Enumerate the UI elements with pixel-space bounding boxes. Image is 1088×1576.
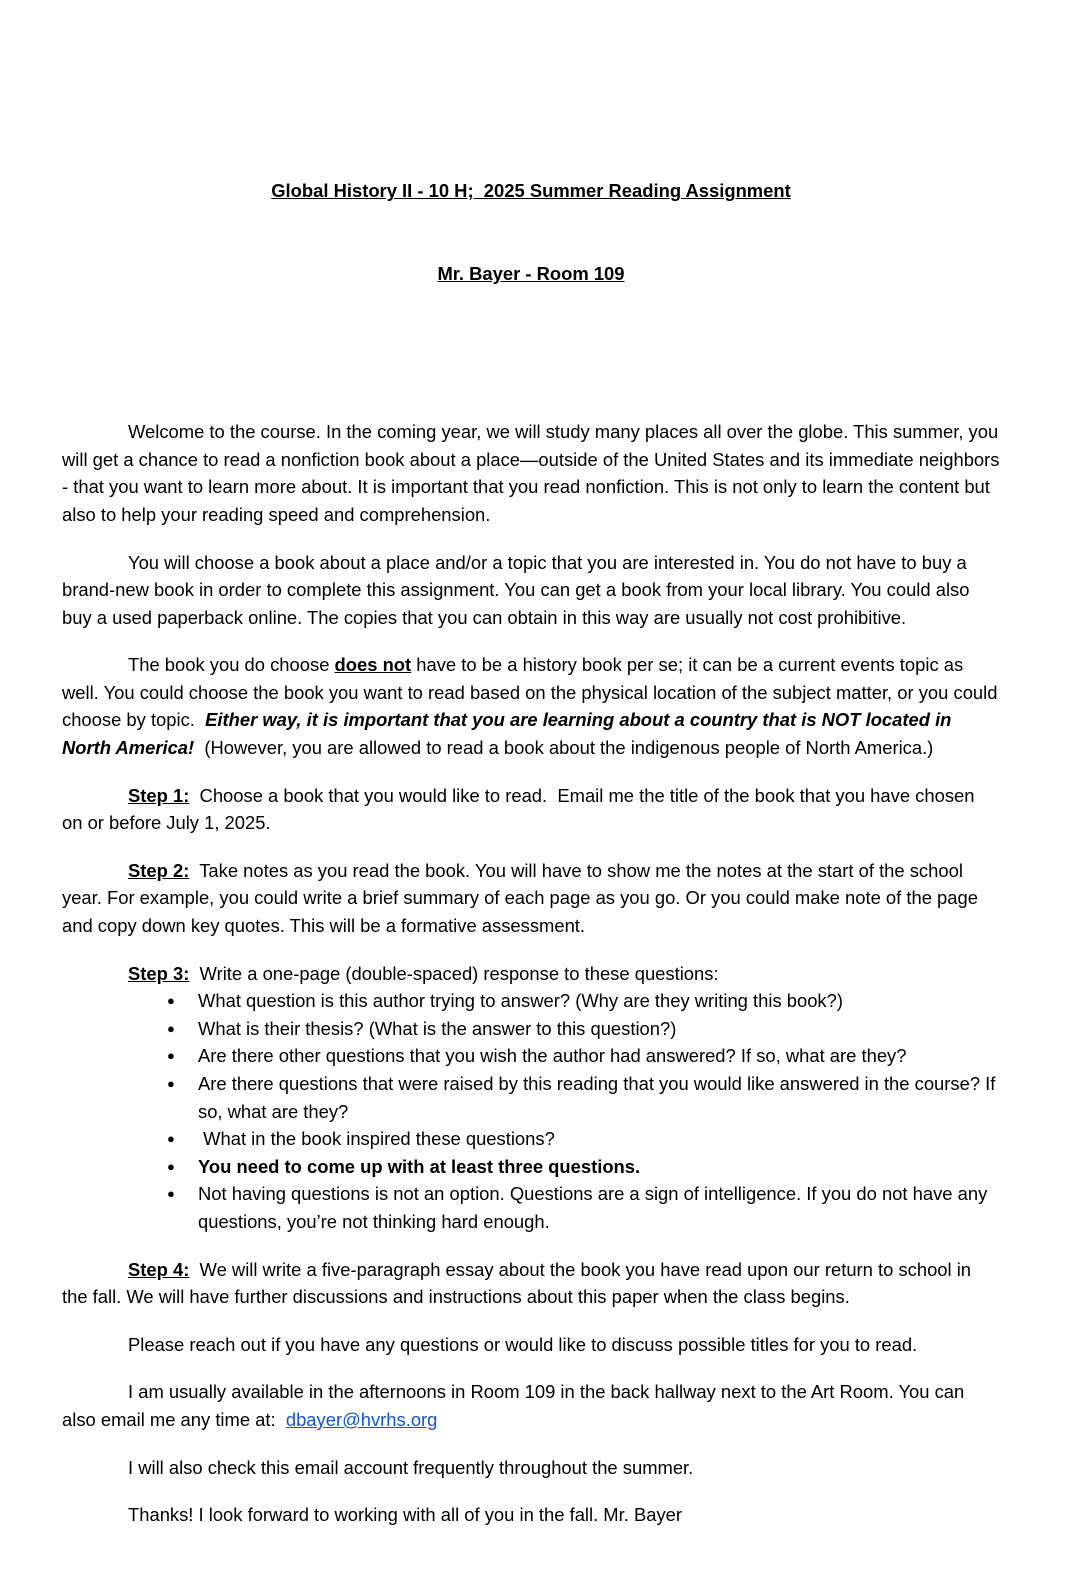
book-type-paragraph [62,651,1003,761]
availability-paragraph [62,1378,1000,1433]
bullet-item [198,1070,1000,1125]
text-run: What in the book inspired these questions? [198,1128,555,1150]
text-run: Take notes as you read the book. You will have to show me the notes at the start of the school year. For example, you could write a brief summary of each page as you go. Or you could make note of the page and copy down key quotes. This will be a formative assessment. [62,859,984,937]
reach-out-paragraph [62,1331,1000,1359]
text-run: You will choose a book about a place and/or a topic that you are interested in. You do not have to buy a brand-new book in order to complete this assignment. You can get a book from your local library. You could also buy a used paperback online. The copies that you can obtain in this way are usually not cost prohibitive. [62,551,975,628]
step-2-label: Step 2: [128,859,190,881]
step-3-questions [62,987,1000,1235]
text-run: The book you do choose [128,654,335,676]
step-1 [62,782,1000,837]
text-run: Choose a book that you would like to read. Email me the title of the book that you have chosen on or before July 1, 2025. [62,784,980,834]
text-run: Welcome to the course. In the coming year, we will study many places all over the globe. This summer, you will get a chance to read a nonfiction book about a place—outside of the United States and its immediate neighbors - that you want to learn more about. It is important that you read nonfiction. This is not only to learn the content but also to help your reading speed and comprehension. [62,421,1005,525]
three-questions-emphasis: You need to come up with at least three questions. [198,1155,641,1177]
text-run: Not having questions is not an option. Questions are a sign of intelligence. If you do not have any questions, you’re not thinking hard enough. [198,1183,993,1232]
email-link[interactable]: dbayer@hvrhs.org [285,1408,438,1430]
step-4-label: Step 4: [128,1258,190,1280]
bullet-item [198,1153,1000,1181]
step-1-label: Step 1: [128,784,190,806]
step-2 [62,857,1000,940]
does-not-emphasis: does not [334,654,412,676]
text-run: Write a one-page (double-spaced) response to these questions: [189,962,719,984]
text-run: I will also check this email account frequently throughout the summer. [128,1456,694,1478]
bullet-item [198,1042,1000,1070]
text-run: Please reach out if you have any questions or would like to discuss possible titles for you to read. [128,1333,918,1355]
bullet-item [198,1125,1000,1153]
email-check-paragraph [62,1454,1000,1482]
text-run: Are there questions that were raised by this reading that you would like answered in the course? If so, what are they? [198,1073,1001,1122]
text-run: I am usually available in the afternoons in Room 109 in the back hallway next to the Art Room. You can also email me any time at: [62,1381,970,1430]
text-run: What question is this author trying to answer? (Why are they writing this book?) [198,990,843,1012]
document-header [62,122,1000,343]
text-run: We will write a five-paragraph essay about the book you have read upon our return to school in the fall. We will have further discussions and instructions about this paper when the class begins. [62,1258,977,1308]
closing-paragraph [62,1501,1000,1529]
text-run: have to be a history book per se; it can be a current events topic as well. You could choose the book you want to read based on the physical location of the subject matter, or you could choose by topic. [62,654,1003,731]
not-north-america-emphasis: Either way, it is important that you are learning about a country that is NOT located in North America! [62,709,957,759]
text-run: Thanks! I look forward to working with all of you in the fall. Mr. Bayer [128,1504,682,1526]
book-choice-paragraph [62,549,1000,632]
step-3-label: Step 3: [128,962,190,984]
step-4 [62,1256,1000,1311]
document-title-line1: Global History II - 10 H; 2025 Summer Reading Assignment [271,180,791,202]
document-title-line2: Mr. Bayer - Room 109 [437,263,625,285]
text-run: (However, you are allowed to read a book about the indigenous people of North America.) [194,737,934,759]
bullet-item [198,987,1000,1015]
text-run: What is their thesis? (What is the answer to this question?) [198,1017,677,1039]
document-body [62,418,1005,1529]
text-run: Are there other questions that you wish the author had answered? If so, what are they? [198,1045,907,1067]
bullet-item [198,1180,1000,1235]
step-3 [62,960,1000,988]
intro-paragraph [62,418,1005,528]
bullet-item [198,1015,1000,1043]
